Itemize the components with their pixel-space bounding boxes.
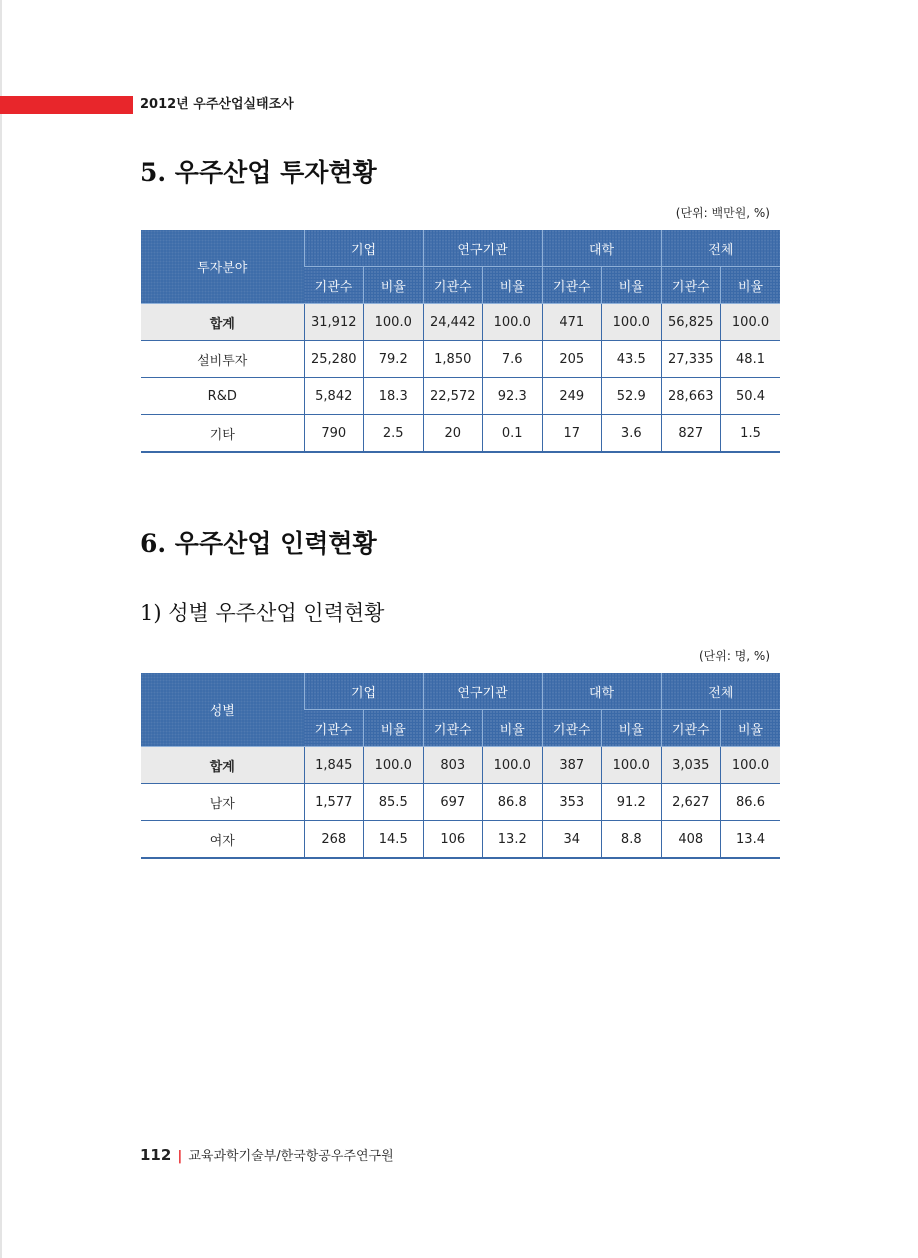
cell-ratio: 79.2 (364, 341, 424, 378)
cell-ratio: 0.1 (483, 415, 543, 453)
cell-count: 790 (304, 415, 364, 453)
row-label: 남자 (141, 784, 304, 821)
row-label: R&D (141, 378, 304, 415)
subheader-ratio: 비율 (483, 710, 543, 747)
row-label: 합계 (141, 304, 304, 341)
subheader-count: 기관수 (423, 710, 483, 747)
cell-ratio: 100.0 (364, 747, 424, 784)
cell-count: 24,442 (423, 304, 483, 341)
group-header-total: 전체 (661, 230, 780, 267)
cell-ratio: 50.4 (721, 378, 781, 415)
page-edge-rule (0, 0, 2, 1258)
table-row (141, 378, 780, 415)
cell-ratio: 91.2 (602, 784, 662, 821)
cell-ratio: 3.6 (602, 415, 662, 453)
subheader-ratio: 비율 (602, 710, 662, 747)
subsection-1-unit-note: (단위: 명, %) (698, 649, 770, 663)
cell-count: 20 (423, 415, 483, 453)
cell-ratio: 85.5 (364, 784, 424, 821)
workforce-gender-table (141, 673, 780, 859)
investment-table (141, 230, 780, 453)
table-row (141, 784, 780, 821)
row-label: 기타 (141, 415, 304, 453)
subsection-1-title: 1) 성별 우주산업 인력현황 (140, 601, 385, 625)
cell-count: 34 (542, 821, 602, 859)
cell-count: 31,912 (304, 304, 364, 341)
cell-count: 697 (423, 784, 483, 821)
cell-count: 56,825 (661, 304, 721, 341)
table-row (141, 304, 780, 341)
section-6-title: 6. 우주산업 인력현황 (140, 529, 377, 558)
cell-ratio: 86.8 (483, 784, 543, 821)
row-label: 설비투자 (141, 341, 304, 378)
subheader-count: 기관수 (423, 267, 483, 304)
subheader-ratio: 비율 (364, 267, 424, 304)
cell-count: 205 (542, 341, 602, 378)
group-header-total: 전체 (661, 673, 780, 710)
running-header: 2012년 우주산업실태조사 (140, 97, 294, 112)
header-accent-bar (0, 96, 133, 114)
cell-count: 27,335 (661, 341, 721, 378)
cell-count: 353 (542, 784, 602, 821)
cell-ratio: 7.6 (483, 341, 543, 378)
cell-ratio: 1.5 (721, 415, 781, 453)
subheader-ratio: 비율 (364, 710, 424, 747)
cell-count: 5,842 (304, 378, 364, 415)
group-header-research: 연구기관 (423, 673, 542, 710)
footer-separator: | (177, 1149, 183, 1164)
cell-count: 17 (542, 415, 602, 453)
cell-ratio: 100.0 (721, 304, 781, 341)
group-header-university: 대학 (542, 673, 661, 710)
subheader-count: 기관수 (304, 267, 364, 304)
subheader-ratio: 비율 (483, 267, 543, 304)
section-5-title: 5. 우주산업 투자현황 (140, 158, 377, 187)
subheader-ratio: 비율 (721, 267, 781, 304)
cell-ratio: 14.5 (364, 821, 424, 859)
row-header-cell: 성별 (141, 673, 304, 747)
footer-organization: 교육과학기술부/한국항공우주연구원 (188, 1149, 394, 1164)
cell-count: 3,035 (661, 747, 721, 784)
cell-count: 827 (661, 415, 721, 453)
cell-count: 28,663 (661, 378, 721, 415)
group-header-university: 대학 (542, 230, 661, 267)
group-header-company: 기업 (304, 673, 423, 710)
table-row (141, 821, 780, 859)
subheader-count: 기관수 (542, 267, 602, 304)
group-header-research: 연구기관 (423, 230, 542, 267)
table-row (141, 747, 780, 784)
cell-ratio: 100.0 (364, 304, 424, 341)
cell-count: 387 (542, 747, 602, 784)
subheader-count: 기관수 (542, 710, 602, 747)
cell-ratio: 100.0 (602, 747, 662, 784)
cell-ratio: 52.9 (602, 378, 662, 415)
section-5-unit-note: (단위: 백만원, %) (675, 206, 770, 220)
subheader-ratio: 비율 (602, 267, 662, 304)
subheader-ratio: 비율 (721, 710, 781, 747)
cell-count: 25,280 (304, 341, 364, 378)
cell-count: 408 (661, 821, 721, 859)
cell-count: 249 (542, 378, 602, 415)
subheader-count: 기관수 (661, 710, 721, 747)
cell-count: 1,850 (423, 341, 483, 378)
cell-count: 1,845 (304, 747, 364, 784)
cell-ratio: 92.3 (483, 378, 543, 415)
cell-ratio: 2.5 (364, 415, 424, 453)
cell-ratio: 48.1 (721, 341, 781, 378)
cell-ratio: 8.8 (602, 821, 662, 859)
row-label: 합계 (141, 747, 304, 784)
page-number: 112 (140, 1146, 172, 1164)
cell-ratio: 100.0 (483, 304, 543, 341)
subheader-count: 기관수 (661, 267, 721, 304)
cell-count: 22,572 (423, 378, 483, 415)
group-header-company: 기업 (304, 230, 423, 267)
cell-ratio: 13.4 (721, 821, 781, 859)
cell-ratio: 86.6 (721, 784, 781, 821)
cell-count: 803 (423, 747, 483, 784)
row-header-cell: 투자분야 (141, 230, 304, 304)
table-row (141, 415, 780, 453)
cell-ratio: 100.0 (602, 304, 662, 341)
cell-count: 268 (304, 821, 364, 859)
cell-count: 471 (542, 304, 602, 341)
cell-count: 1,577 (304, 784, 364, 821)
cell-ratio: 43.5 (602, 341, 662, 378)
cell-ratio: 18.3 (364, 378, 424, 415)
cell-ratio: 100.0 (483, 747, 543, 784)
page-footer (140, 1145, 394, 1167)
cell-count: 106 (423, 821, 483, 859)
cell-count: 2,627 (661, 784, 721, 821)
cell-ratio: 13.2 (483, 821, 543, 859)
subheader-count: 기관수 (304, 710, 364, 747)
row-label: 여자 (141, 821, 304, 859)
table-row (141, 341, 780, 378)
cell-ratio: 100.0 (721, 747, 781, 784)
